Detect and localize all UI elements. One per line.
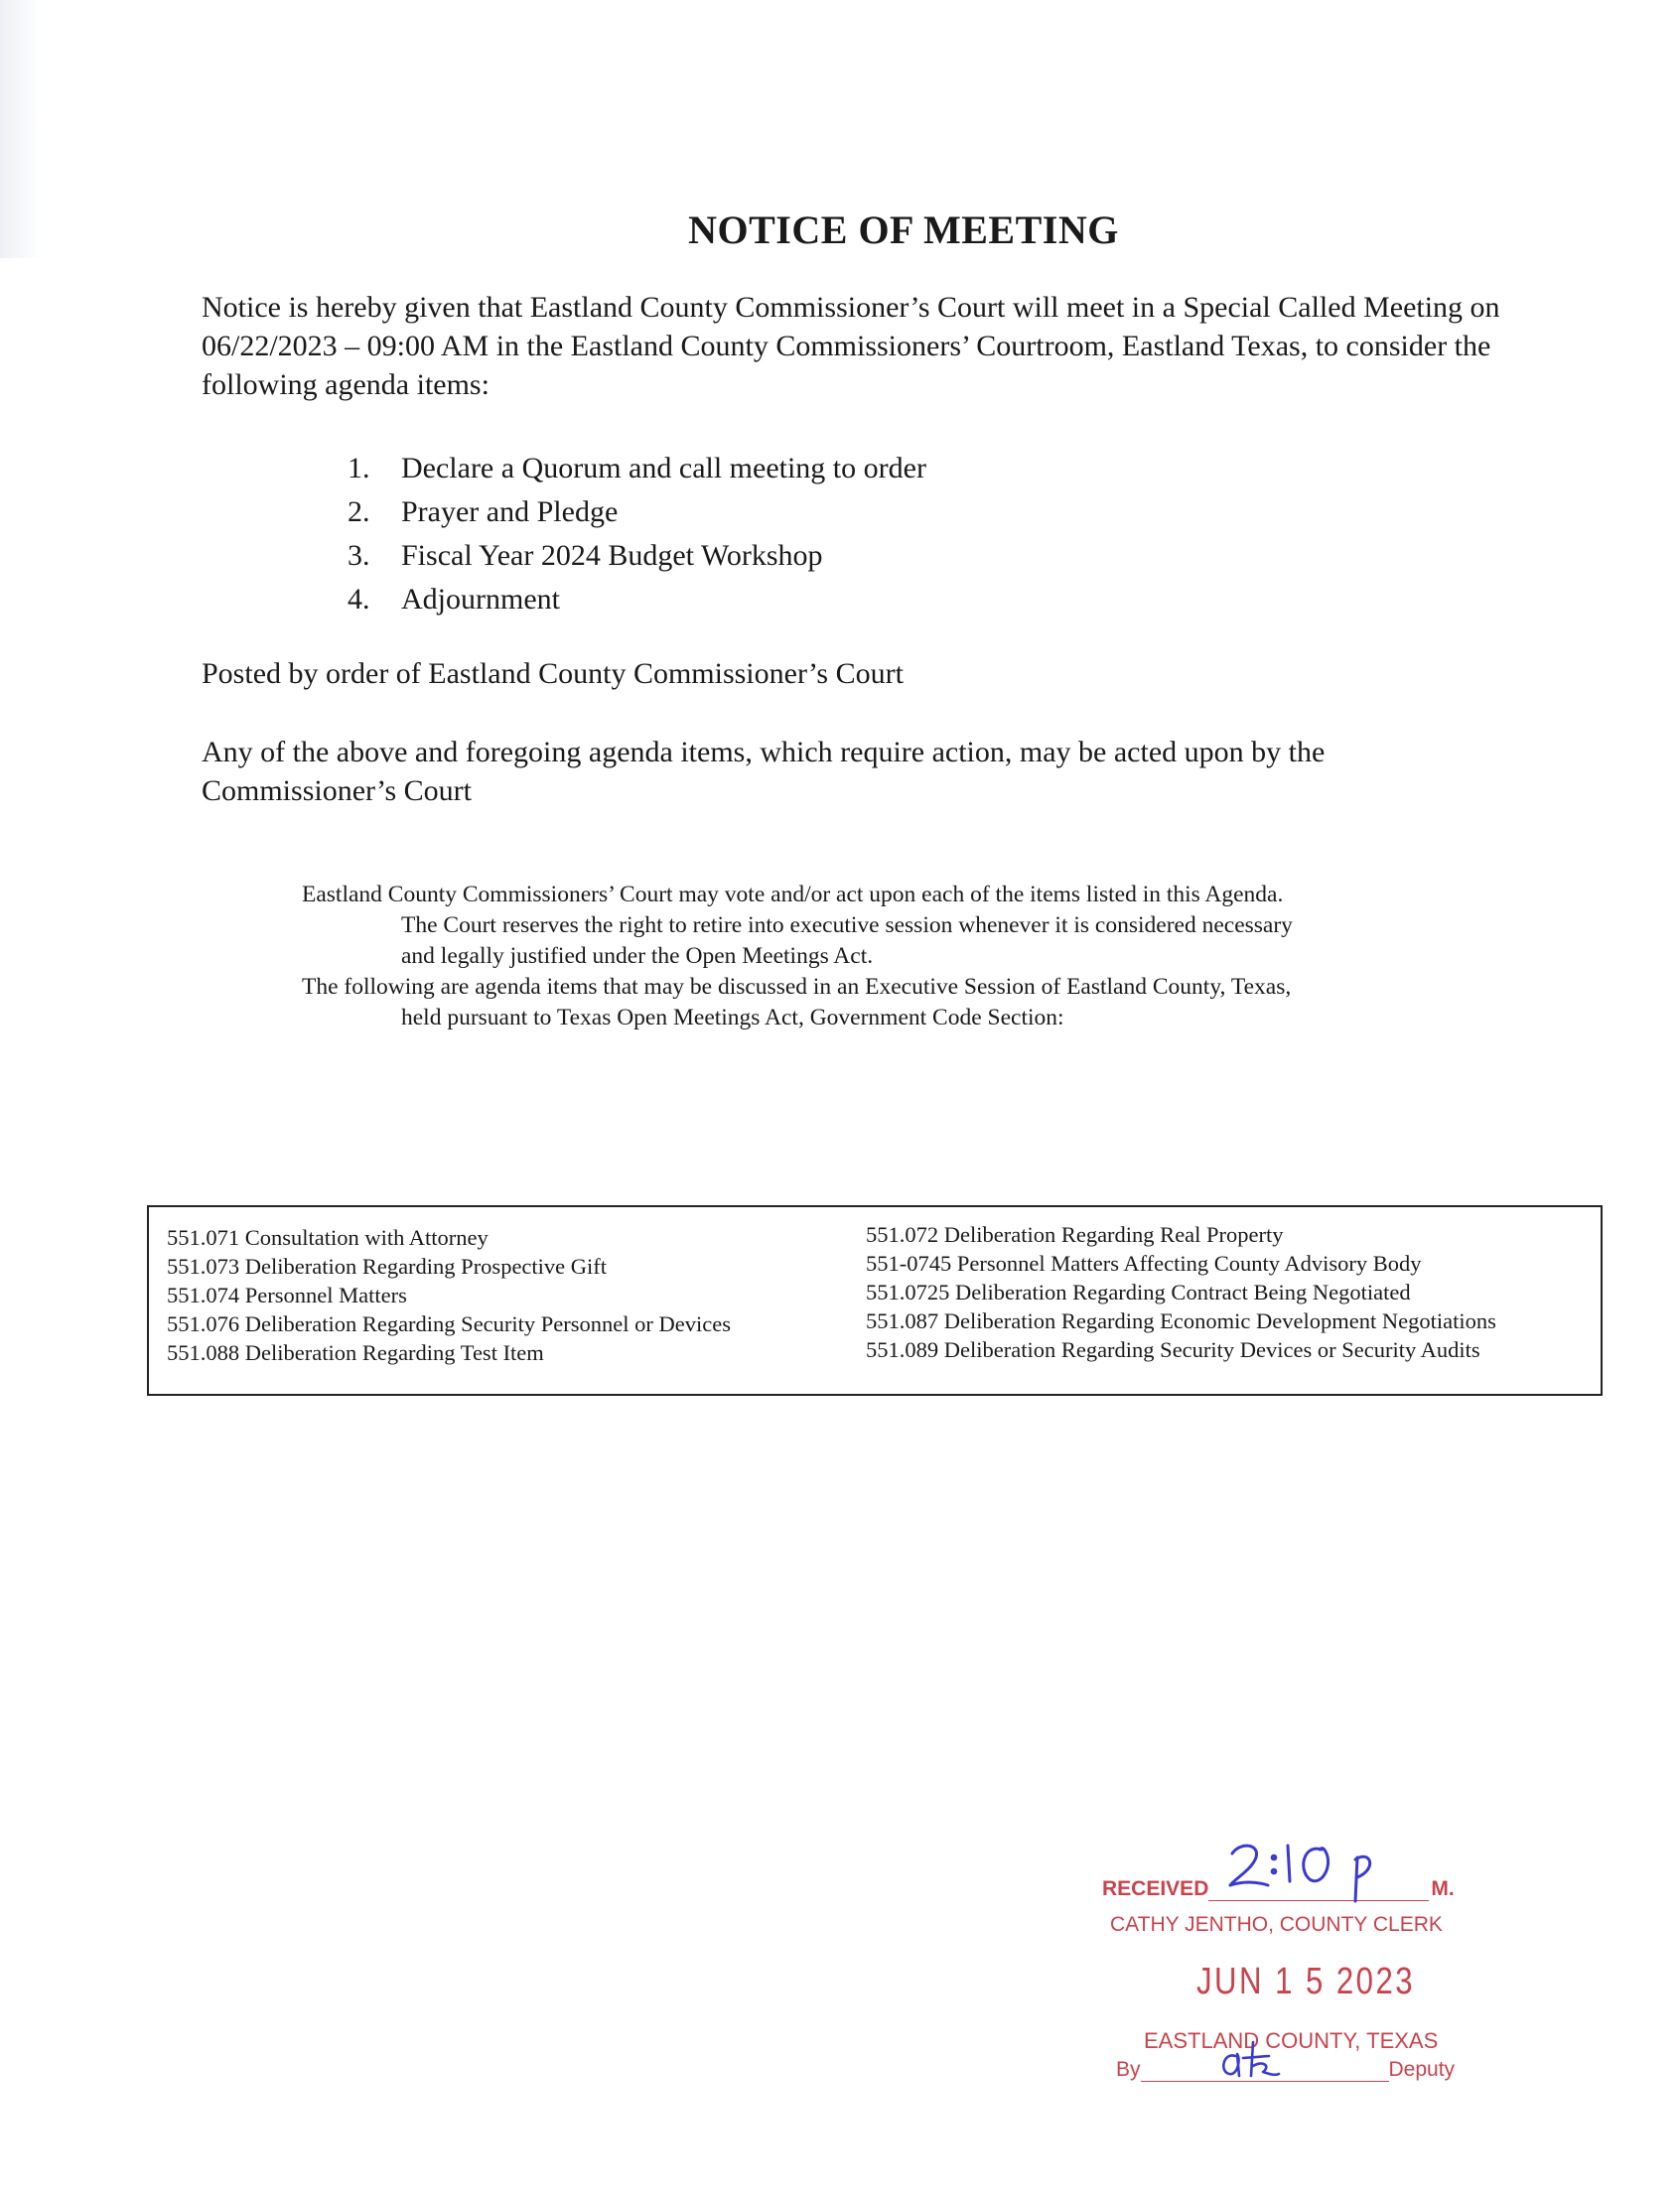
- agenda-list: [348, 447, 926, 621]
- stamp-meridiem: M.: [1431, 1877, 1455, 1900]
- stamp-received-line: [1102, 1877, 1455, 1901]
- executive-line: The Court reserves the right to retire into executive session whenever it is considered necessary: [401, 912, 1293, 938]
- executive-session-notice: [302, 880, 1543, 1033]
- executive-line: The following are agenda items that may be discussed in an Executive Session of Eastland County, Texas,: [302, 974, 1292, 1000]
- section-item: 551.073 Deliberation Regarding Prospective Gift: [167, 1254, 608, 1279]
- agenda-item-number: 1.: [348, 452, 370, 484]
- agenda-item: [348, 490, 926, 534]
- executive-line: and legally justified under the Open Meetings Act.: [401, 943, 874, 969]
- section-item: 551.089 Deliberation Regarding Security Devices or Security Audits: [866, 1337, 1480, 1362]
- stamp-clerk-name: CATHY JENTHO, COUNTY CLERK: [1110, 1913, 1443, 1936]
- posted-by-statement: Posted by order of Eastland County Commissioner’s Court: [202, 657, 904, 690]
- agenda-item: [348, 578, 926, 621]
- stamp-date: JUN 1 5 2023: [1196, 1961, 1416, 2002]
- executive-line: held pursuant to Texas Open Meetings Act, Government Code Section:: [401, 1005, 1064, 1030]
- agenda-item: [348, 534, 926, 578]
- section-item: 551.071 Consultation with Attorney: [167, 1225, 489, 1250]
- government-code-sections-box: [147, 1205, 1603, 1396]
- sections-left-column: [167, 1223, 731, 1367]
- section-item: 551.087 Deliberation Regarding Economic Development Negotiations: [866, 1308, 1496, 1333]
- stamp-by-label: By: [1116, 2058, 1141, 2081]
- stamp-county: EASTLAND COUNTY, TEXAS: [1144, 2028, 1439, 2053]
- stamp-received-label: RECEIVED: [1102, 1877, 1209, 1900]
- section-item: 551-0745 Personnel Matters Affecting County Advisory Body: [866, 1251, 1422, 1276]
- executive-line: Eastland County Commissioners’ Court may vote and/or act upon each of the items listed in this Agenda.: [302, 882, 1284, 907]
- agenda-item-number: 2.: [348, 495, 370, 528]
- agenda-item-text: Prayer and Pledge: [401, 495, 619, 528]
- section-item: 551.088 Deliberation Regarding Test Item: [167, 1340, 544, 1365]
- agenda-item-number: 3.: [348, 539, 370, 572]
- agenda-item: [348, 447, 926, 490]
- stamp-by-line: [1116, 2058, 1455, 2082]
- section-item: 551.0725 Deliberation Regarding Contract Being Negotiated: [866, 1280, 1411, 1304]
- handwritten-time-signature: [1226, 1836, 1395, 1915]
- page-title: NOTICE OF MEETING: [688, 207, 1119, 252]
- action-statement: Any of the above and foregoing agenda items, which require action, may be acted upon by the Commissioner’s Court: [202, 736, 1326, 807]
- agenda-item-number: 4.: [348, 583, 370, 616]
- section-item: 551.074 Personnel Matters: [167, 1283, 407, 1307]
- sections-right-column: [866, 1220, 1496, 1364]
- section-item: 551.072 Deliberation Regarding Real Property: [866, 1222, 1284, 1247]
- agenda-item-text: Declare a Quorum and call meeting to order: [401, 452, 926, 484]
- agenda-item-text: Fiscal Year 2024 Budget Workshop: [401, 539, 823, 572]
- received-stamp: [1102, 1842, 1499, 2080]
- section-item: 551.076 Deliberation Regarding Security Personnel or Devices: [167, 1311, 731, 1336]
- stamp-deputy-label: Deputy: [1388, 2058, 1456, 2081]
- notice-intro: Notice is hereby given that Eastland County Commissioner’s Court will meet in a Special Called Meeting on 06/22/2023 – 09:00 AM in the Eastland County Commissioners’ Courtroom, Eastland Texas, to consider the following agenda items:: [202, 291, 1500, 401]
- agenda-item-text: Adjournment: [401, 583, 560, 616]
